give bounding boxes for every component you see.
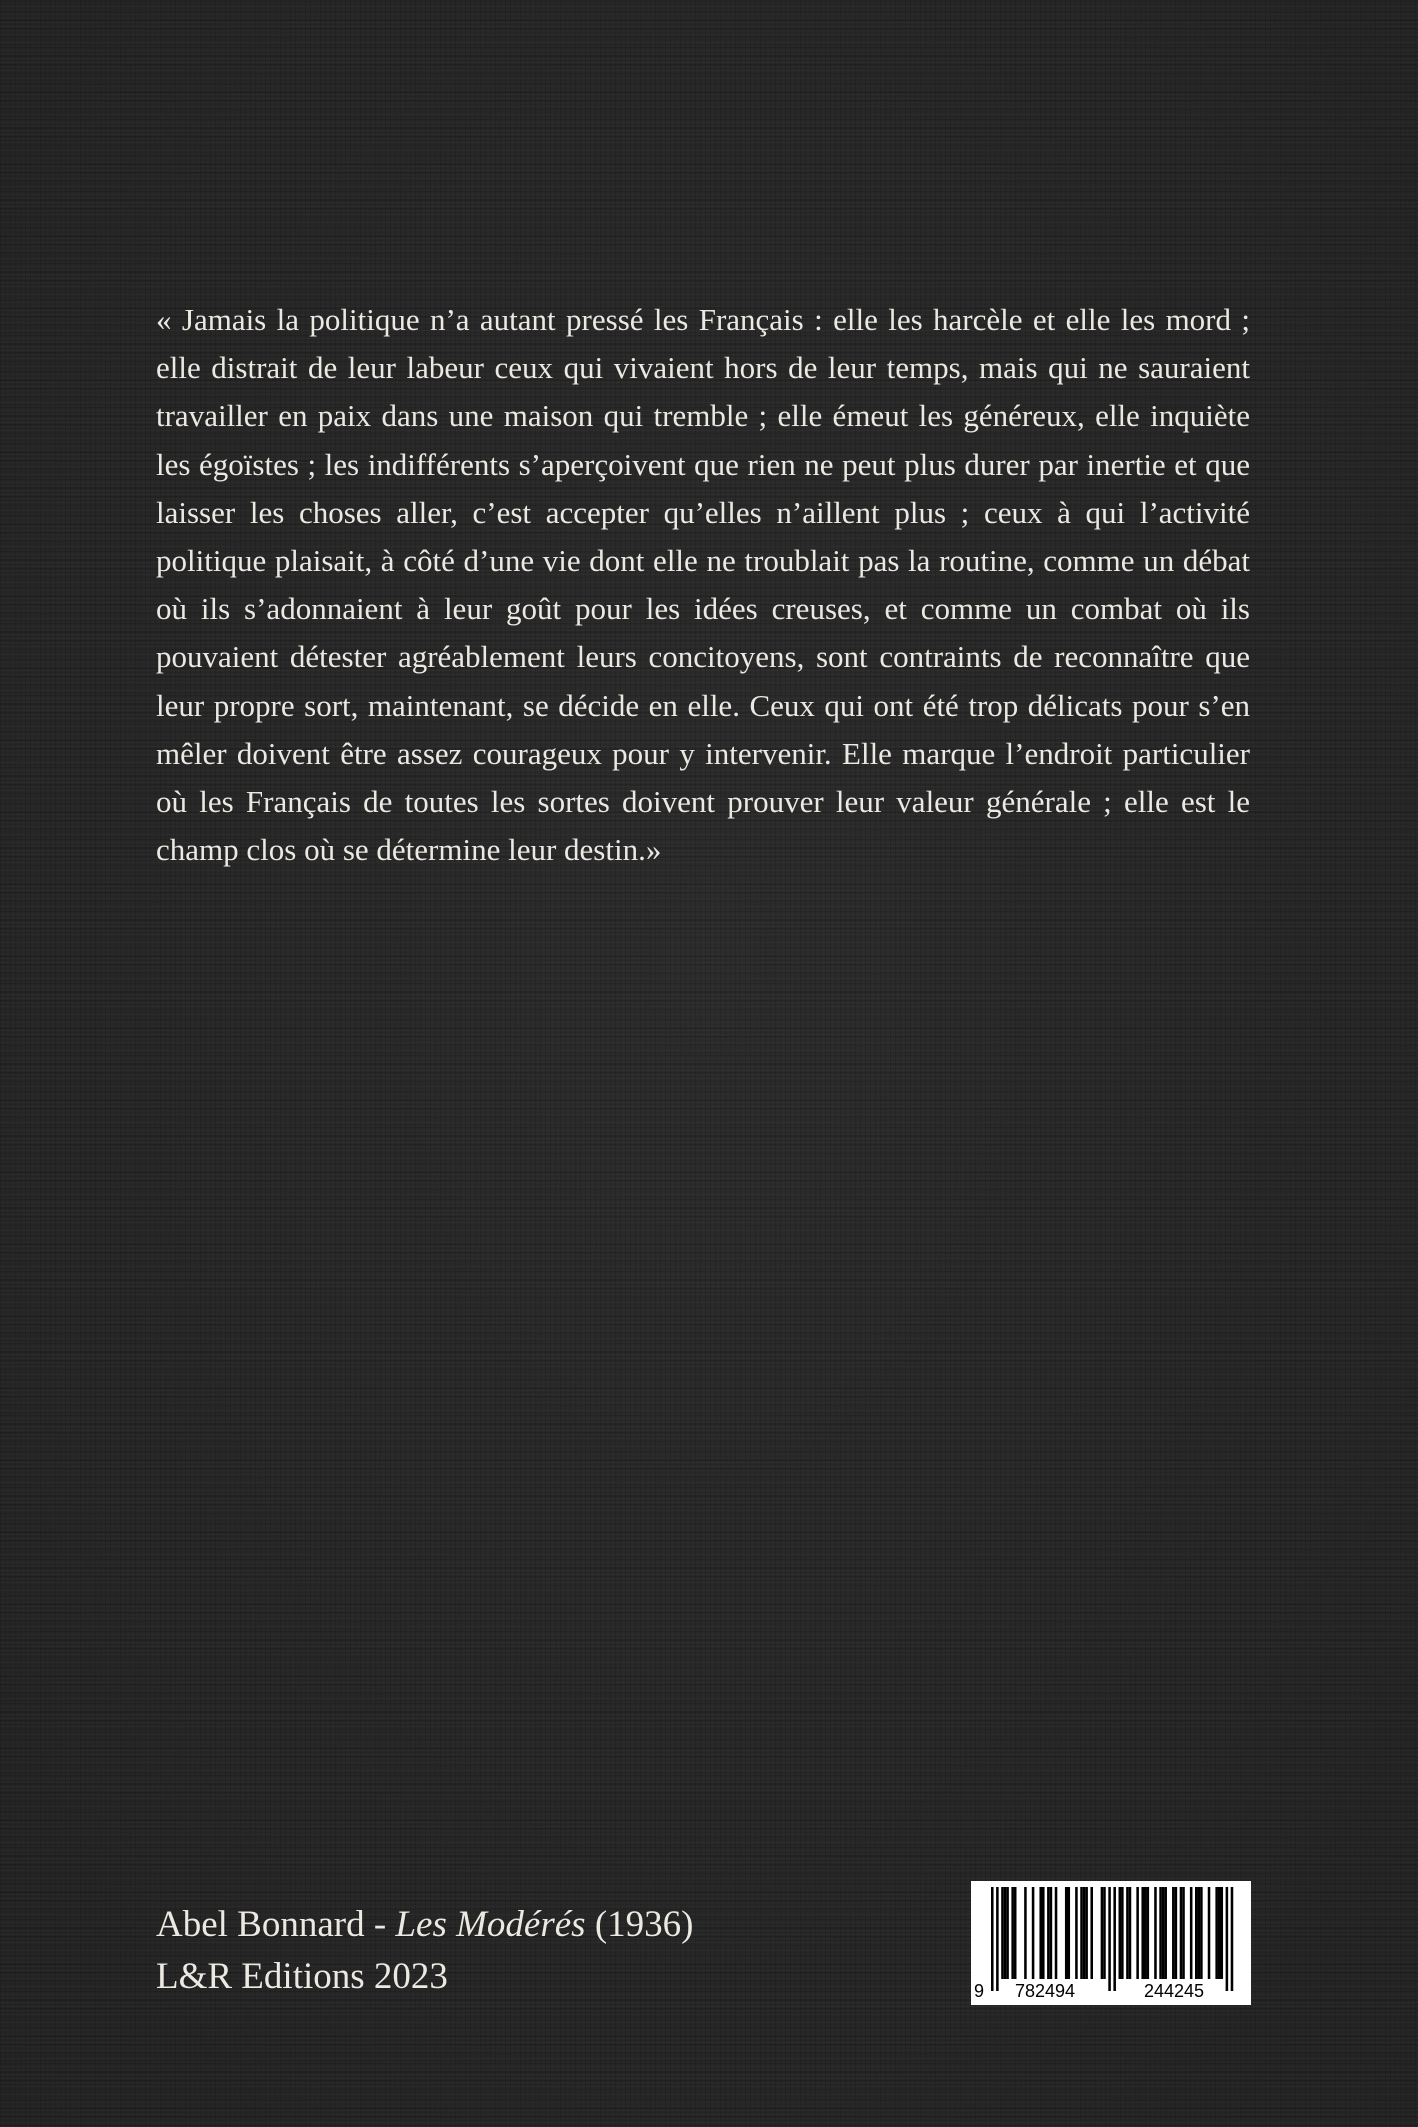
barcode-bar [1144, 1887, 1147, 1979]
barcode-bar [1001, 1887, 1004, 1979]
barcode-bar [1175, 1887, 1178, 1979]
barcode-bar [1215, 1887, 1218, 1979]
barcode-bar [1141, 1887, 1144, 1979]
barcode-bar [1004, 1887, 1007, 1979]
barcode-bar [1039, 1887, 1042, 1979]
barcode-bar [1208, 1887, 1211, 1979]
barcode-bar [1172, 1887, 1175, 1979]
barcode-bar [1136, 1887, 1139, 1979]
barcode-bar [1190, 1887, 1193, 1979]
barcode-bar [1218, 1887, 1221, 1979]
barcode-bar [1180, 1887, 1183, 1979]
barcode-bar [1147, 1887, 1150, 1979]
barcode-bar [1154, 1887, 1157, 1979]
barcode-bar [991, 1887, 994, 1991]
barcode-bar [1164, 1887, 1167, 1979]
barcode-bar [1221, 1887, 1224, 1979]
credits-block [156, 1899, 693, 2003]
book-title: Les Modérés [395, 1904, 586, 1945]
barcode-bar [1113, 1887, 1116, 1991]
barcode-bars [991, 1887, 1233, 1991]
barcode-bar [1159, 1887, 1162, 1979]
barcode-bar [1108, 1887, 1111, 1991]
barcode-bar [1006, 1887, 1009, 1979]
publisher-line: L&R Editions 2023 [156, 1956, 448, 1997]
barcode-bar [1162, 1887, 1165, 1979]
barcode-bar [1195, 1887, 1198, 1979]
barcode-bar [1068, 1887, 1071, 1979]
barcode-bar [1101, 1887, 1104, 1979]
barcode-bar [1226, 1887, 1229, 1991]
barcode-bar [1129, 1887, 1132, 1979]
barcode-bar [1231, 1887, 1234, 1991]
barcode-bar [1011, 1887, 1014, 1979]
barcode-first-digit: 9 [973, 1981, 985, 2001]
barcode-graphic [971, 1881, 1251, 2005]
barcode-bar [1042, 1887, 1045, 1979]
barcode-bar [1083, 1887, 1086, 1979]
barcode-bar [1103, 1887, 1106, 1979]
barcode-bar [1121, 1887, 1124, 1979]
credit-separator: - [364, 1904, 396, 1945]
barcode-bar [1055, 1887, 1058, 1979]
barcode-bar [1047, 1887, 1050, 1979]
barcode-bar [1080, 1887, 1083, 1979]
barcode-bar [1090, 1887, 1093, 1979]
barcode-bar [1014, 1887, 1017, 1979]
author-name: Abel Bonnard [156, 1904, 365, 1945]
barcode-bar [1050, 1887, 1053, 1979]
barcode-bar [996, 1887, 999, 1991]
isbn-barcode [971, 1881, 1251, 2005]
barcode-left-digits: 782494 [1014, 1981, 1076, 2001]
back-cover-quote: « Jamais la politique n’a autant pressé les Français : elle les harcèle et elle les mord ; elle distrait de leur labeur ceux qui vivaient hors de leur temps, mais qui ne sauraient travailler en paix dans une maison qui tremble ; elle émeut les généreux, elle inquiète les égoïstes ; les indifférents s’aperçoivent que rien ne peut plus durer par inertie et que laisser les choses aller, c’est accepter qu’elles n’aillent plus ; ceux à qui l’activité politique plaisait, à côté d’une vie dont elle ne troublait pas la routine, comme un débat où ils s’adonnaient à leur goût pour les idées creuses, et comme un combat où ils pouvaient détester agréablement leurs concitoyens, sont contraints de reconnaître que leur propre sort, maintenant, se décide en elle. Ceux qui ont été trop délicats pour s’en mêler doivent être assez courageux pour y intervenir. Elle marque l’endroit particulier où les Français de toutes les sortes doivent prouver leur valeur générale ; elle est le champ clos où se détermine leur destin.» [156, 302, 1250, 868]
barcode-bar [1126, 1887, 1129, 1979]
barcode-bar [1075, 1887, 1078, 1979]
barcode-bar [1032, 1887, 1035, 1979]
barcode-bar [1198, 1887, 1201, 1979]
barcode-bar [1085, 1887, 1088, 1979]
barcode-bar [1024, 1887, 1027, 1979]
barcode-bar [1200, 1887, 1203, 1979]
author-title-line [156, 1899, 693, 1951]
barcode-right-digits: 244245 [1143, 1981, 1205, 2001]
barcode-bar [1119, 1887, 1122, 1979]
publication-year: (1936) [594, 1904, 694, 1945]
barcode-bar [1182, 1887, 1185, 1979]
barcode-bar [1065, 1887, 1068, 1979]
